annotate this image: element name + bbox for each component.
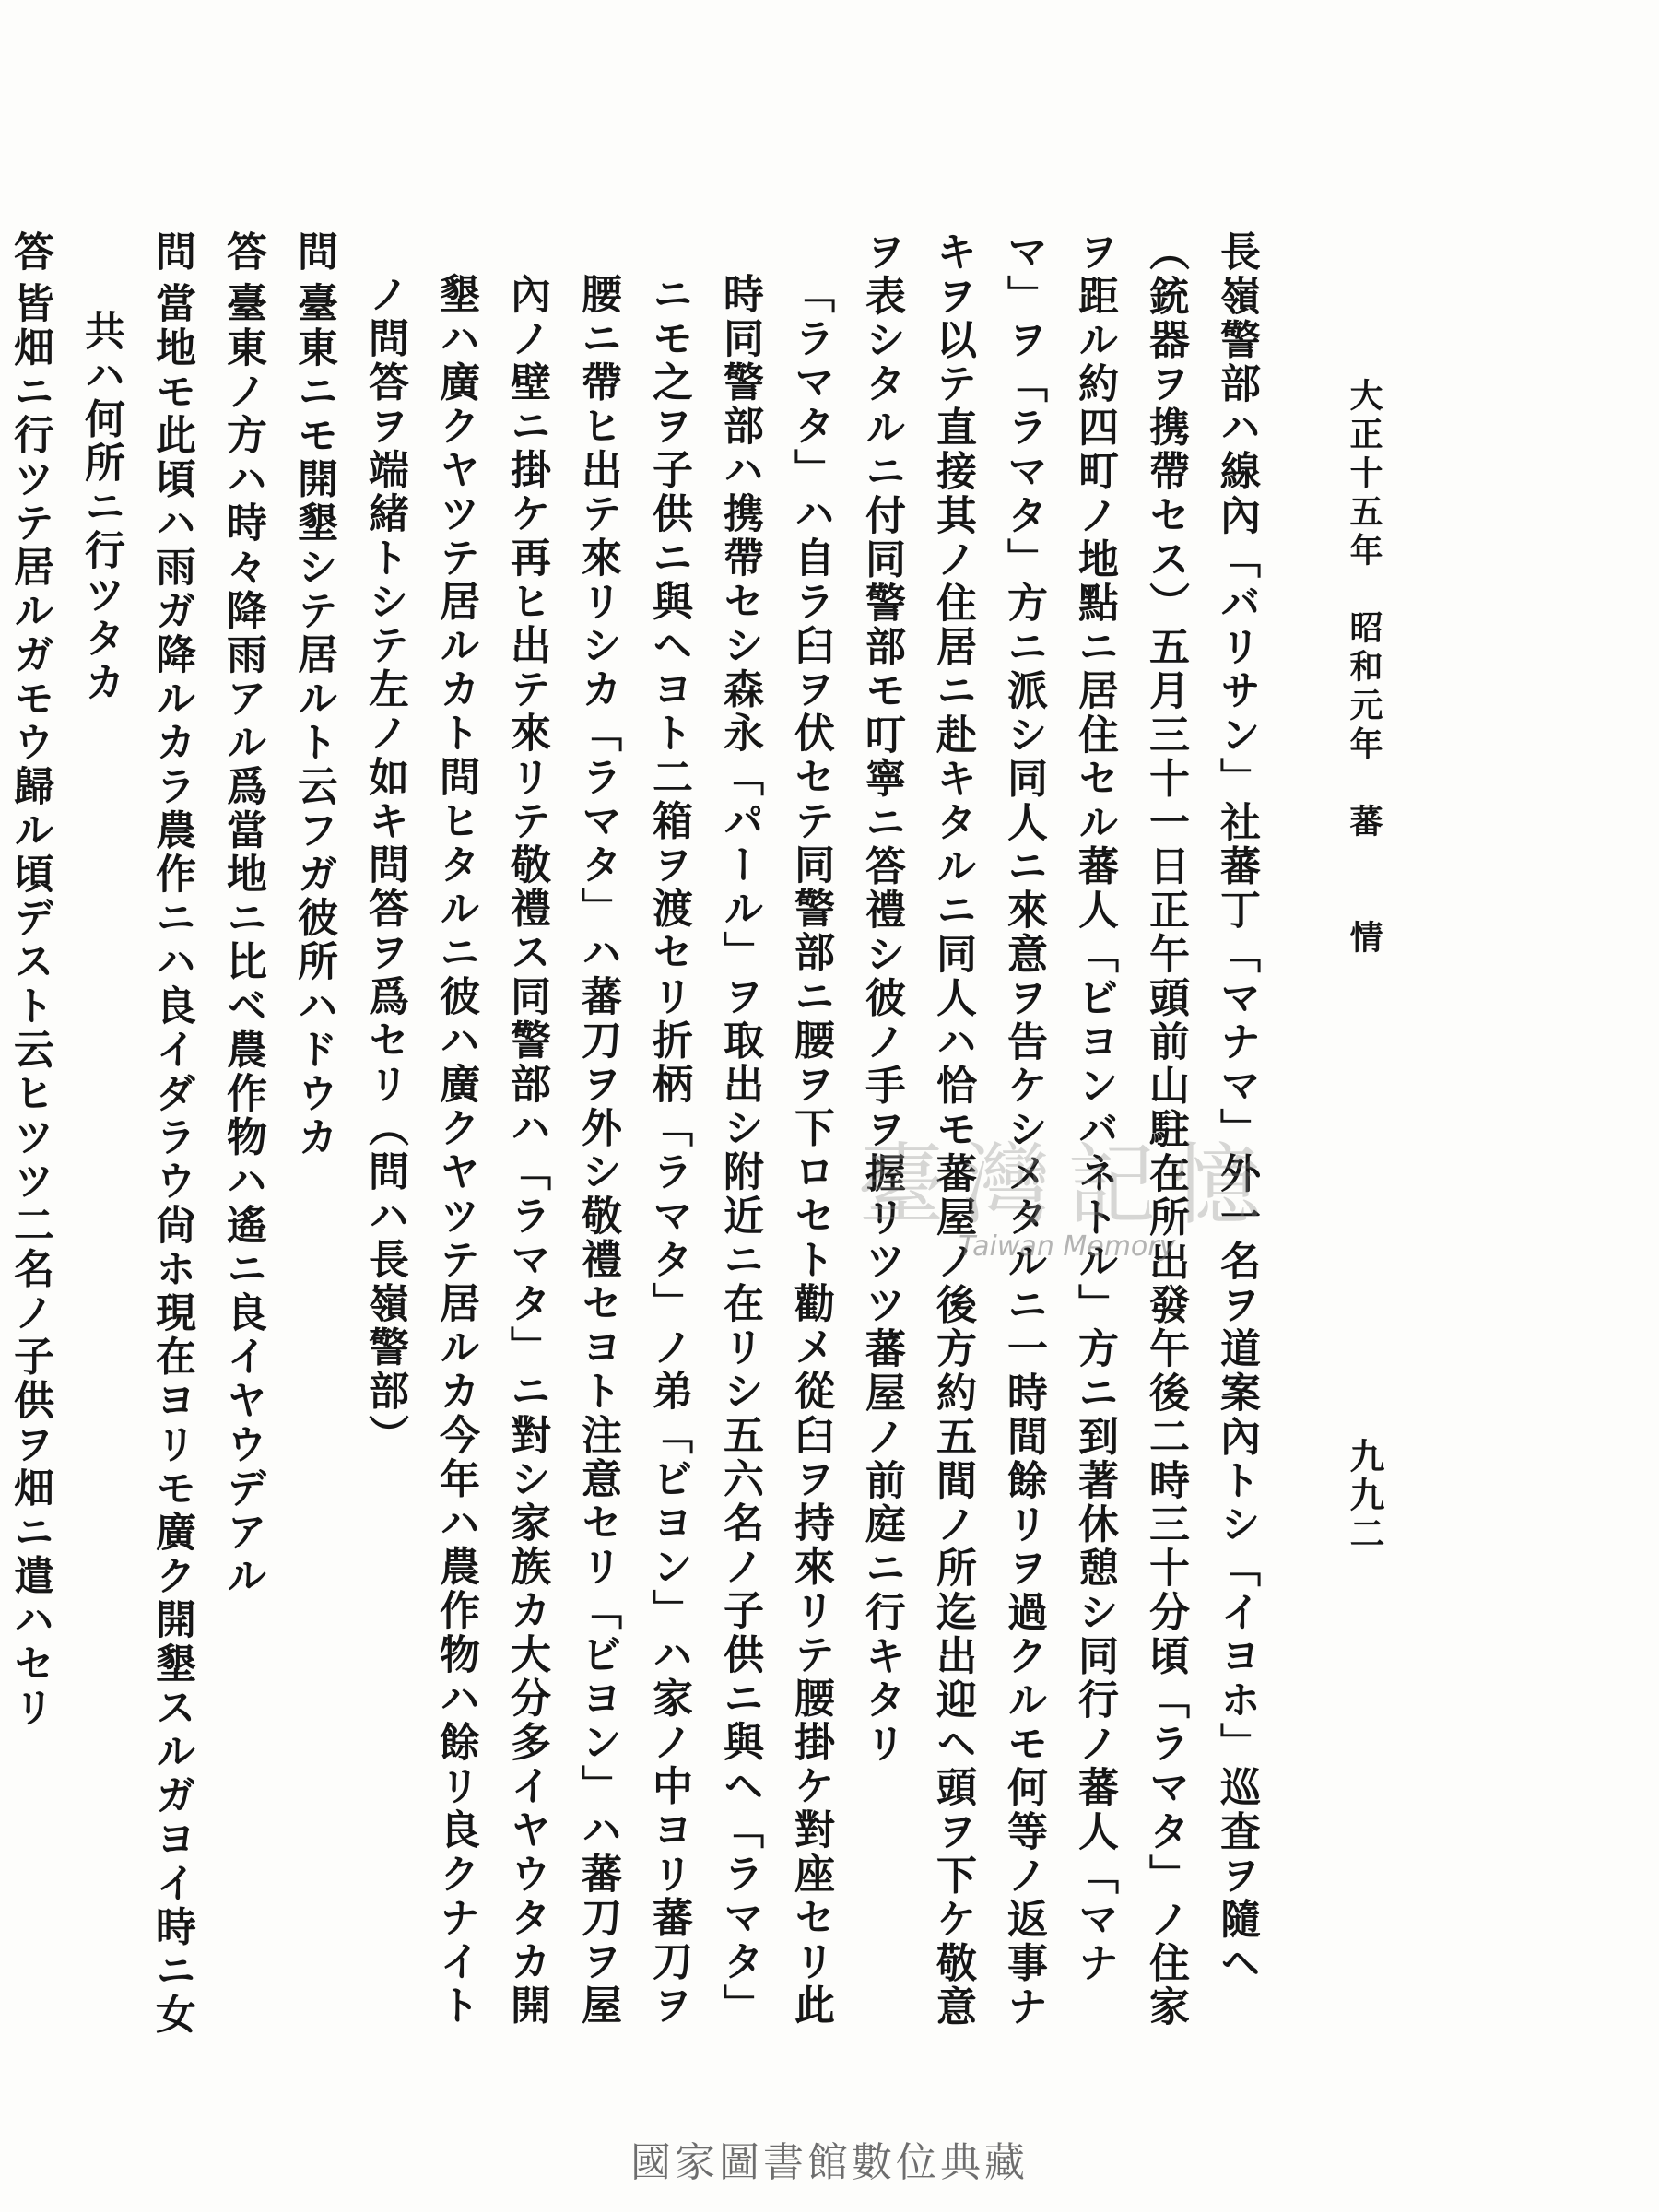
paragraph-lead: 長嶺警部ハ線內「バリサン」社蕃丁「マナマ」外一名ヲ道案內トシ「イヨホ」巡査ヲ隨ヘ（銃器ヲ携帶セス）五月三十一日正午頭前山駐在所出發午後二時三十分頃「ラマタ」ノ住家ヲ距ル約四町ノ地點ニ居住セル蕃人「ビヨンバネトル」方ニ到著休憩シ同行ノ蕃人「マナマ」ヲ「ラマタ」方ニ派シ同人ニ來意ヲ告ケシメタルニ一時間餘リヲ過クルモ何等ノ返事ナキヲ以テ直接其ノ住居ニ赴キタルニ同人ハ恰モ蕃屋ノ後方約五間ノ所迄出迎ヘ頭ヲ下ケ敬意ヲ表シタルニ付同警部モ叮寧ニ答禮シ彼ノ手ヲ握リツツ蕃屋ノ前庭ニ行キタリ	[858, 230, 1260, 2030]
qa-text: 當地モ此頃ハ雨ガ降ルカラ農作ニハ良イダラウ尙ホ現在ヨリモ廣ク開墾スルガヨイ時ニ女共ハ何所ニ行ツタカ	[77, 282, 195, 2037]
running-header	[1327, 378, 1401, 1576]
qa-label: 答	[219, 230, 266, 282]
qa-label: 答	[6, 230, 53, 282]
watermark-subtitle: Taiwan Memory	[959, 1230, 1176, 1263]
qa-label: 問	[290, 230, 337, 282]
footer-archive-label: 國家圖書館數位典藏	[630, 2139, 1029, 2186]
qa-line-answer	[207, 230, 278, 2037]
qa-text: 皆畑ニ行ツテ居ルガモウ歸ル頃デスト云ヒツツ二名ノ子供ヲ畑ニ遣ハセリ	[6, 282, 53, 1730]
qa-text: 臺東ノ方ハ時々降雨アル爲當地ニ比ベ農作物ハ遙ニ良イヤウデアル	[219, 282, 266, 1598]
qa-label: 問	[148, 230, 195, 282]
running-title: 大正十五年 昭和元年 蕃 情	[1345, 378, 1383, 959]
qa-line-answer	[0, 230, 65, 2037]
qa-line-question	[278, 230, 349, 2037]
watermark-logo: 臺灣記憶	[857, 1134, 1277, 1237]
paragraph: 「ラマタ」ハ自ラ臼ヲ伏セテ同警部ニ腰ヲ下ロセト勸メ從臼ヲ持來リテ腰掛ケ對座セリ此時同警部ハ携帶セシ森永「パール」ヲ取出シ附近ニ在リシ五六名ノ子供ニ與ヘ「ラマタ」ニモ之ヲ子供ニ與ヘヨト二箱ヲ渡セリ折柄「ラマタ」ノ弟「ビヨン」ハ家ノ中ヨリ蕃刀ヲ腰ニ帶ヒ出テ來リシカ「ラマタ」ハ蕃刀ヲ外シ敬禮セヨト注意セリ「ビヨン」ハ蕃刀ヲ屋內ノ壁ニ掛ケ再ヒ出テ來リテ敬禮ス同警部ハ「ラマタ」ニ對シ家族カ大分多イヤウタカ開墾ハ廣クヤツテ居ルカト問ヒタルニ彼ハ廣クヤツテ居ルカ今年ハ農作物ハ餘リ良クナイトノ問答ヲ端緒トシテ左ノ如キ問答ヲ爲セリ（問ハ長嶺警部）	[361, 273, 834, 2028]
qa-line-question	[65, 230, 207, 2037]
page-number: 九九二	[1344, 1438, 1385, 1554]
qa-text: 臺東ニモ開墾シテ居ルト云フガ彼所ハドウカ	[290, 282, 337, 1159]
